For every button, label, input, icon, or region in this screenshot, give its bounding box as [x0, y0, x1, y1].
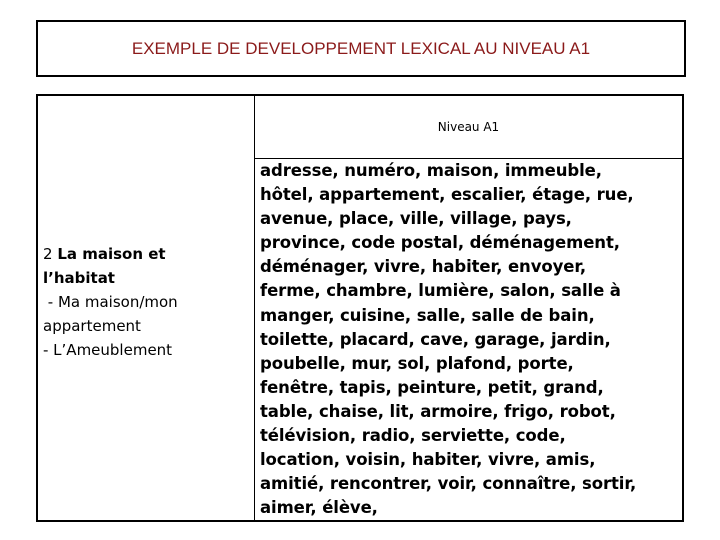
subtheme-1b: appartement — [43, 317, 141, 335]
theme-title-1: La maison et — [57, 245, 166, 263]
vocabulary-line: avenue, place, ville, village, pays, — [260, 209, 572, 229]
vocabulary-line: amitié, rencontrer, voir, connaître, sortir, — [260, 474, 637, 494]
theme-cell — [38, 96, 255, 520]
vocabulary-line: ferme, chambre, lumière, salon, salle à — [260, 281, 621, 301]
vocabulary-line: télévision, radio, serviette, code, — [260, 426, 566, 446]
vocabulary-line: hôtel, appartement, escalier, étage, rue, — [260, 185, 634, 205]
vocabulary-line: location, voisin, habiter, vivre, amis, — [260, 450, 596, 470]
theme-title-2: l’habitat — [43, 269, 115, 287]
vocabulary-line: manger, cuisine, salle, salle de bain, — [260, 305, 595, 325]
vocabulary-cell — [260, 159, 678, 520]
vocabulary-table — [36, 94, 684, 522]
vocabulary-line: adresse, numéro, maison, immeuble, — [260, 161, 602, 180]
vocabulary-line: déménager, vivre, habiter, envoyer, — [260, 257, 587, 277]
vocabulary-line: toilette, placard, cave, garage, jardin, — [260, 329, 611, 349]
theme-number: 2 — [43, 245, 53, 263]
vocabulary-line: aimer, élève, — [260, 498, 378, 518]
vocabulary-line: table, chaise, lit, armoire, frigo, robot, — [260, 401, 616, 421]
subtheme-1a: - Ma maison/mon — [43, 293, 178, 311]
vocabulary-line: poubelle, mur, sol, plafond, porte, — [260, 353, 574, 373]
vocabulary-line: fenêtre, tapis, peinture, petit, grand, — [260, 377, 604, 397]
level-header-label: Niveau A1 — [437, 120, 500, 134]
level-header — [255, 96, 682, 159]
page-title: EXEMPLE DE DEVELOPPEMENT LEXICAL AU NIVEAU A1 — [131, 38, 591, 58]
vocabulary-line: province, code postal, déménagement, — [260, 233, 620, 253]
title-box — [36, 20, 686, 77]
theme-text — [43, 242, 253, 362]
subtheme-2: - L’Ameublement — [43, 341, 173, 359]
